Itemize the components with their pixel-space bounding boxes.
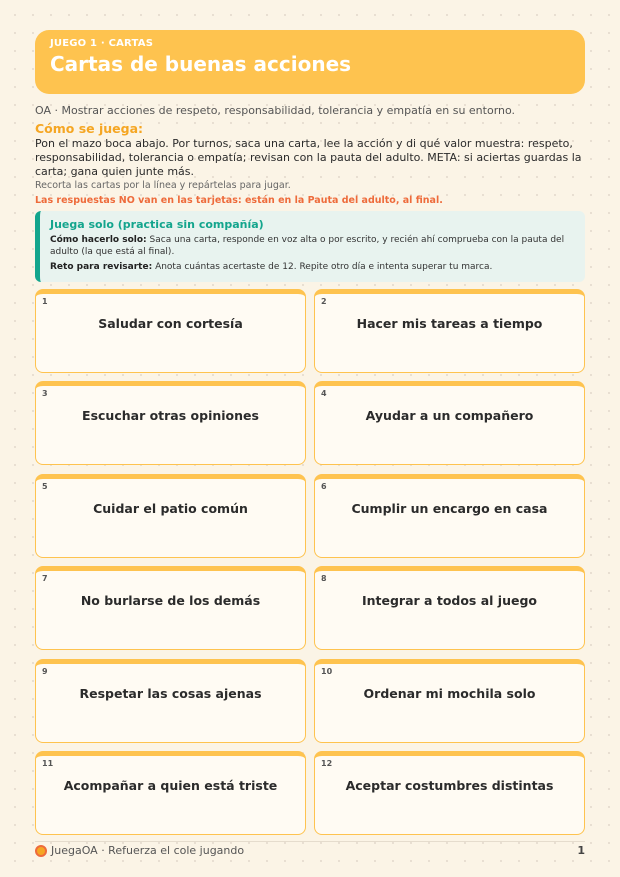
solo-challenge-line xyxy=(50,261,575,273)
card[interactable] xyxy=(314,381,585,465)
card[interactable] xyxy=(35,289,306,373)
cut-note: Recorta las cartas por la línea y repártelas para jugar. xyxy=(35,180,291,191)
page-title: Cartas de buenas acciones xyxy=(50,52,352,76)
card-action: Ayudar a un compañero xyxy=(365,408,534,423)
learning-objective: OA · Mostrar acciones de respeto, responsabilidad, tolerancia y empatía en su entorno. xyxy=(35,104,516,117)
card-number: 3 xyxy=(42,389,48,398)
card-action: Ordenar mi mochila solo xyxy=(363,686,536,701)
card-number: 10 xyxy=(321,667,333,676)
card-number: 2 xyxy=(321,297,327,306)
card[interactable] xyxy=(35,474,306,558)
card-number: 8 xyxy=(321,574,327,583)
card-action: No burlarse de los demás xyxy=(80,593,261,608)
card[interactable] xyxy=(35,659,306,743)
solo-challenge-label: Reto para revisarte: xyxy=(50,262,153,272)
card-action: Escuchar otras opiniones xyxy=(82,408,259,423)
solo-how-label: Cómo hacerlo solo: xyxy=(50,235,147,245)
card[interactable] xyxy=(314,659,585,743)
footer-divider xyxy=(35,841,585,842)
solo-title: Juega solo (practica sin compañía) xyxy=(50,218,264,231)
card-number: 6 xyxy=(321,482,327,491)
card-number: 5 xyxy=(42,482,48,491)
card-number: 1 xyxy=(42,297,48,306)
footer xyxy=(35,844,244,857)
card-action: Saludar con cortesía xyxy=(98,316,243,331)
footer-brand: JuegaOA · Refuerza el cole jugando xyxy=(51,844,245,857)
card-action: Respetar las cosas ajenas xyxy=(79,686,262,701)
solo-challenge-text: Anota cuántas acertaste de 12. Repite otro día e intenta superar tu marca. xyxy=(155,262,493,272)
card[interactable] xyxy=(35,751,306,835)
card-action: Cuidar el patio común xyxy=(93,501,248,516)
card-number: 11 xyxy=(42,759,54,768)
card-number: 12 xyxy=(321,759,333,768)
card[interactable] xyxy=(314,474,585,558)
card-number: 9 xyxy=(42,667,48,676)
how-to-play-title: Cómo se juega: xyxy=(35,121,144,136)
card[interactable] xyxy=(35,566,306,650)
title-banner xyxy=(35,30,585,94)
card-action: Hacer mis tareas a tiempo xyxy=(356,316,543,331)
card-action: Integrar a todos al juego xyxy=(361,593,537,608)
card-number: 4 xyxy=(321,389,327,398)
card[interactable] xyxy=(314,289,585,373)
answers-note: Las respuestas NO van en las tarjetas: están en la Pauta del adulto, al final. xyxy=(35,195,443,206)
card[interactable] xyxy=(314,751,585,835)
card-action: Aceptar costumbres distintas xyxy=(345,778,554,793)
card-number: 7 xyxy=(42,574,48,583)
solo-play-box xyxy=(35,211,585,282)
brand-logo-icon xyxy=(35,845,47,857)
card-action: Acompañar a quien está triste xyxy=(63,778,278,793)
card-action: Cumplir un encargo en casa xyxy=(351,501,548,516)
page-number: 1 xyxy=(577,844,585,857)
card[interactable] xyxy=(314,566,585,650)
solo-how-text: Saca una carta, responde en voz alta o por escrito, y recién ahí comprueba con la pauta del adulto (la que está al final). xyxy=(50,235,565,257)
solo-how-line xyxy=(50,234,575,258)
card[interactable] xyxy=(35,381,306,465)
how-to-play-body: Pon el mazo boca abajo. Por turnos, saca una carta, lee la acción y di qué valor muestra: respeto, responsabilidad, tolerancia o empatía; revisan con la pauta del adulto. META: si aciertas guardas la carta; gana quien junte más. xyxy=(35,137,582,178)
game-kicker: JUEGO 1 · CARTAS xyxy=(50,38,154,49)
